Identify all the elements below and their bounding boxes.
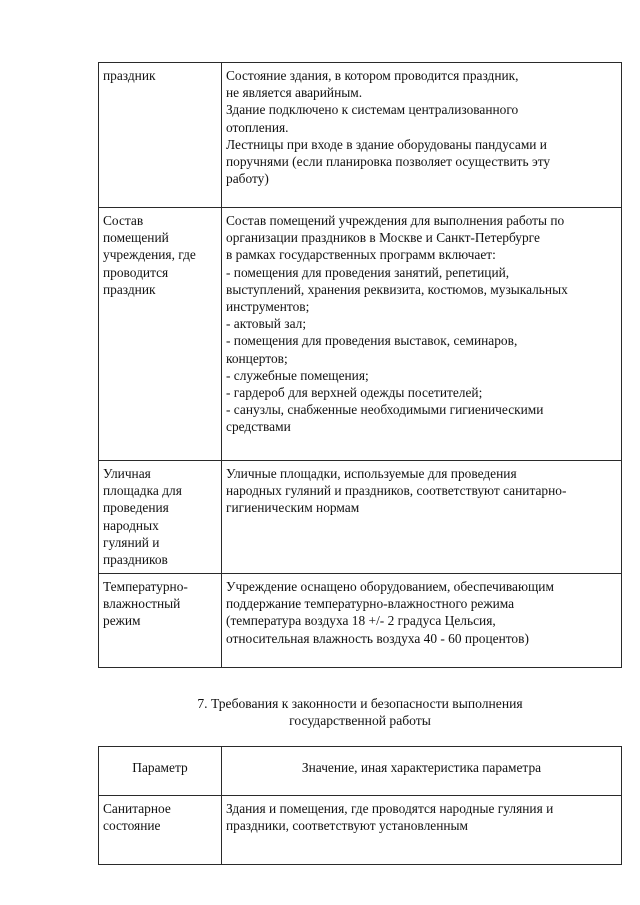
value-text: Состав помещений учреждения для выполнения работы по xyxy=(226,213,565,228)
value-text: Состояние здания, в котором проводится праздник, xyxy=(226,68,519,83)
value-text: Здания и помещения, где проводятся народные гуляния и xyxy=(226,801,554,816)
parameter-text: помещений xyxy=(103,230,169,246)
parameter-text: праздник xyxy=(103,68,156,83)
value-text: гигиеническим нормам xyxy=(226,500,360,516)
parameter-text: праздников xyxy=(103,552,168,568)
table-row xyxy=(99,796,622,865)
parameter-text: гуляний и xyxy=(103,534,160,550)
value-text: поручнями (если планировка позволяет осуществить эту xyxy=(226,154,551,170)
parameter-text: Санитарное xyxy=(103,801,171,816)
parameter-text: проводится xyxy=(103,264,169,280)
value-text: относительная влажность воздуха 40 - 60 процентов) xyxy=(226,630,529,646)
parameter-text: Уличная xyxy=(103,466,151,481)
parameter-text: народных xyxy=(103,517,159,533)
requirements-table xyxy=(98,62,622,668)
value-cell xyxy=(222,796,622,865)
value-text: - помещения для проведения выставок, семинаров, xyxy=(226,333,518,349)
table-row xyxy=(99,461,622,574)
value-text: народных гуляний и праздников, соответствуют санитарно- xyxy=(226,483,567,499)
section-heading-line: государственной работы xyxy=(289,713,431,728)
parameter-cell xyxy=(99,574,222,668)
value-text: не является аварийным. xyxy=(226,85,363,101)
table-row xyxy=(99,63,622,208)
value-text: инструментов; xyxy=(226,299,310,315)
column-header-parameter: Параметр xyxy=(99,747,222,796)
value-text: Здание подключено к системам централизованного xyxy=(226,102,519,118)
value-cell xyxy=(222,461,622,574)
value-cell xyxy=(222,208,622,461)
parameter-text: учреждения, где xyxy=(103,247,196,263)
value-text: концертов; xyxy=(226,350,288,366)
value-text: отопления. xyxy=(226,119,289,135)
section-heading xyxy=(98,695,622,729)
parameter-text: Состав xyxy=(103,213,144,228)
value-cell xyxy=(222,63,622,208)
value-text: в рамках государственных программ включает: xyxy=(226,247,496,263)
value-text: - гардероб для верхней одежды посетителей; xyxy=(226,385,483,401)
column-header-value: Значение, иная характеристика параметра xyxy=(222,747,622,796)
value-cell xyxy=(222,574,622,668)
value-text: (температура воздуха 18 +/- 2 градуса Цельсия, xyxy=(226,613,496,629)
value-text: - служебные помещения; xyxy=(226,367,369,383)
value-text: Уличные площадки, используемые для проведения xyxy=(226,466,517,481)
parameter-text: праздник xyxy=(103,281,156,297)
parameter-text: влажностный xyxy=(103,596,181,612)
value-text: организации праздников в Москве и Санкт-Петербурге xyxy=(226,230,540,246)
value-text: средствами xyxy=(226,419,291,435)
value-text: - помещения для проведения занятий, репетиций, xyxy=(226,264,510,280)
parameter-cell xyxy=(99,796,222,865)
value-text: выступлений, хранения реквизита, костюмов, музыкальных xyxy=(226,281,568,297)
table-header-row xyxy=(99,747,622,796)
section-heading-line: 7. Требования к законности и безопасности выполнения xyxy=(197,696,523,711)
value-text: - санузлы, снабженные необходимыми гигиеническими xyxy=(226,402,544,418)
parameter-cell xyxy=(99,208,222,461)
value-text: праздники, соответствуют установленным xyxy=(226,818,468,834)
value-text: Лестницы при входе в здание оборудованы пандусами и xyxy=(226,136,547,152)
value-text: - актовый зал; xyxy=(226,316,307,332)
table-row xyxy=(99,208,622,461)
value-text: работу) xyxy=(226,171,269,187)
parameter-text: режим xyxy=(103,613,141,629)
parameter-text: площадка для xyxy=(103,483,182,499)
legality-safety-table xyxy=(98,746,622,865)
parameter-cell xyxy=(99,461,222,574)
parameter-text: Температурно- xyxy=(103,579,188,594)
parameter-cell xyxy=(99,63,222,208)
value-text: Учреждение оснащено оборудованием, обеспечивающим xyxy=(226,579,554,594)
parameter-text: проведения xyxy=(103,500,169,516)
parameter-text: состояние xyxy=(103,818,161,834)
value-text: поддержание температурно-влажностного режима xyxy=(226,596,515,612)
table-row xyxy=(99,574,622,668)
